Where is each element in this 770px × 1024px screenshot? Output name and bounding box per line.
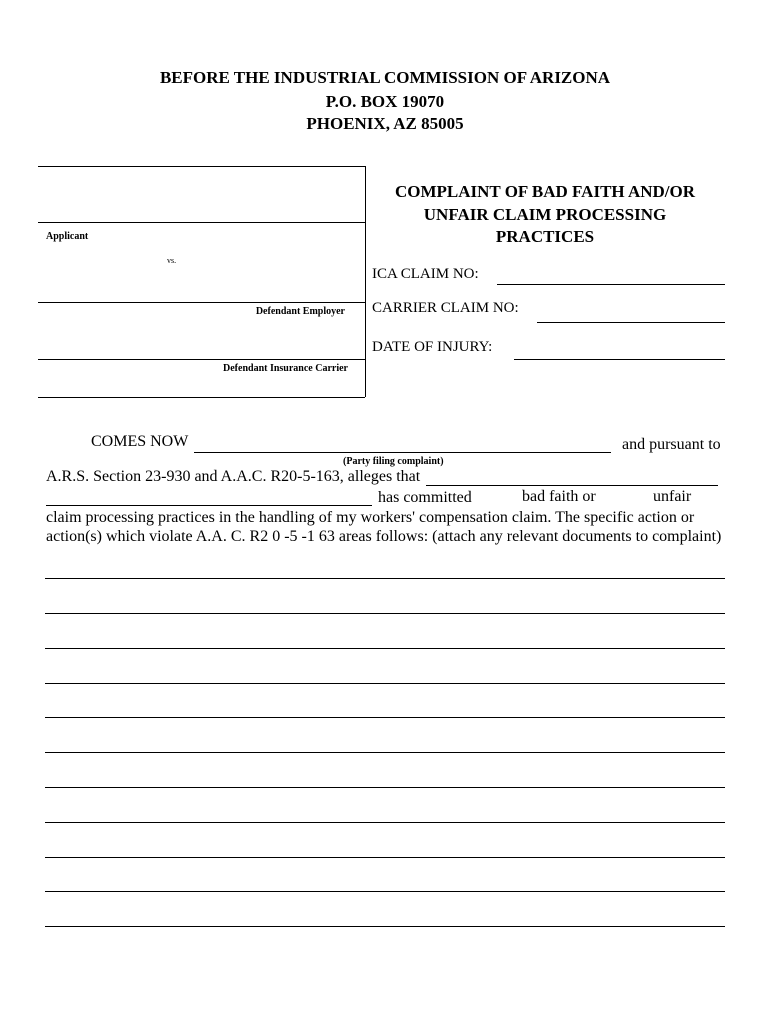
caption-top-line [38, 166, 365, 167]
writing-line[interactable] [45, 717, 725, 718]
writing-line[interactable] [45, 891, 725, 892]
complaint-title-line-3: PRACTICES [495, 227, 595, 246]
caption-divider [365, 166, 366, 397]
writing-line[interactable] [45, 857, 725, 858]
date-of-injury-label: DATE OF INJURY: [372, 339, 493, 355]
writing-line[interactable] [45, 578, 725, 579]
party-filing-field[interactable] [194, 452, 611, 453]
complaint-title-line-1: COMPLAINT OF BAD FAITH AND/OR [394, 182, 696, 201]
and-pursuant-to-label: and pursuant to [622, 436, 721, 453]
writing-line[interactable] [45, 648, 725, 649]
unfair-option: unfair [653, 488, 692, 505]
ars-section-text: A.R.S. Section 23-930 and A.A.C. R20-5-163, alleges that [46, 468, 421, 485]
writing-line[interactable] [45, 926, 725, 927]
ica-claim-no-field[interactable] [497, 284, 725, 285]
has-committed-label: has committed [378, 489, 472, 506]
writing-line[interactable] [45, 787, 725, 788]
alleged-party-field-2[interactable] [46, 505, 372, 506]
writing-line[interactable] [45, 822, 725, 823]
comes-now-label: COMES NOW [91, 433, 189, 450]
alleged-party-field-1[interactable] [426, 485, 718, 486]
employer-line[interactable] [38, 302, 365, 303]
defendant-employer-label: Defendant Employer [255, 306, 345, 317]
writing-line[interactable] [45, 752, 725, 753]
writing-line[interactable] [45, 613, 725, 614]
writing-line[interactable] [45, 683, 725, 684]
body-line-3: claim processing practices in the handling of my workers' compensation claim. The specific action or [46, 509, 695, 526]
body-line-4: action(s) which violate A.A. C. R2 0 -5 -1 63 areas follows: (attach any relevant documents to complaint) [46, 528, 722, 545]
ica-claim-no-label: ICA CLAIM NO: [372, 266, 479, 282]
party-filing-caption: (Party filing complaint) [343, 456, 444, 467]
complaint-title-line-2: UNFAIR CLAIM PROCESSING [423, 205, 667, 224]
header-line-1: BEFORE THE INDUSTRIAL COMMISSION OF ARIZONA [159, 68, 611, 87]
applicant-line[interactable] [38, 222, 365, 223]
applicant-label: Applicant [46, 231, 89, 242]
carrier-claim-no-label: CARRIER CLAIM NO: [372, 300, 519, 316]
carrier-claim-no-field[interactable] [537, 322, 725, 323]
defendant-carrier-label: Defendant Insurance Carrier [223, 363, 348, 374]
caption-bottom-line [38, 397, 365, 398]
vs-label: vs. [167, 256, 177, 265]
header-line-2: P.O. BOX 19070 [325, 92, 445, 111]
date-of-injury-field[interactable] [514, 359, 725, 360]
carrier-line[interactable] [38, 359, 365, 360]
header-line-3: PHOENIX, AZ 85005 [306, 114, 464, 133]
bad-faith-option: bad faith or [522, 488, 596, 505]
